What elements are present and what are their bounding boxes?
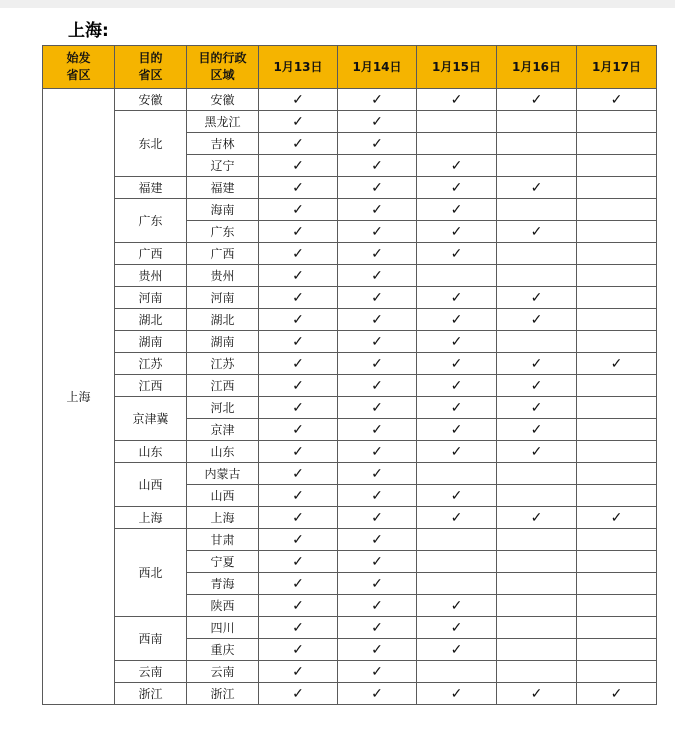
check-mark-icon: ✓ [497, 507, 577, 529]
check-mark-icon: ✓ [338, 221, 417, 243]
table-row [43, 353, 657, 375]
check-mark-icon: ✓ [417, 397, 497, 419]
empty-cell [417, 463, 497, 485]
check-mark-icon: ✓ [417, 485, 497, 507]
empty-cell [577, 617, 657, 639]
check-mark-icon: ✓ [259, 265, 338, 287]
check-mark-icon: ✓ [338, 199, 417, 221]
check-mark-icon: ✓ [259, 353, 338, 375]
dest-province-cell: 湖北 [115, 309, 187, 331]
empty-cell [497, 595, 577, 617]
check-mark-icon: ✓ [417, 287, 497, 309]
check-mark-icon: ✓ [259, 595, 338, 617]
check-mark-icon: ✓ [417, 375, 497, 397]
dest-province-cell: 浙江 [115, 683, 187, 705]
table-row [43, 397, 657, 419]
dest-region-cell: 重庆 [187, 639, 259, 661]
empty-cell [497, 265, 577, 287]
check-mark-icon: ✓ [417, 419, 497, 441]
header-date: 1月13日 [259, 46, 338, 89]
header-dest-province: 目的 省区 [115, 46, 187, 89]
dest-province-cell: 西北 [115, 529, 187, 617]
header-origin: 始发 省区 [43, 46, 115, 89]
delivery-schedule-table [42, 45, 657, 705]
empty-cell [497, 463, 577, 485]
check-mark-icon: ✓ [338, 375, 417, 397]
table-row [43, 661, 657, 683]
check-mark-icon: ✓ [338, 485, 417, 507]
check-mark-icon: ✓ [259, 397, 338, 419]
check-mark-icon: ✓ [338, 529, 417, 551]
check-mark-icon: ✓ [497, 419, 577, 441]
dest-region-cell: 四川 [187, 617, 259, 639]
header-date: 1月17日 [577, 46, 657, 89]
check-mark-icon: ✓ [417, 507, 497, 529]
empty-cell [497, 617, 577, 639]
check-mark-icon: ✓ [497, 177, 577, 199]
check-mark-icon: ✓ [338, 331, 417, 353]
check-mark-icon: ✓ [338, 617, 417, 639]
dest-province-cell: 安徽 [115, 89, 187, 111]
empty-cell [577, 155, 657, 177]
empty-cell [577, 485, 657, 507]
dest-province-cell: 上海 [115, 507, 187, 529]
empty-cell [497, 243, 577, 265]
dest-province-cell: 云南 [115, 661, 187, 683]
check-mark-icon: ✓ [259, 661, 338, 683]
check-mark-icon: ✓ [338, 507, 417, 529]
table-row [43, 331, 657, 353]
check-mark-icon: ✓ [338, 155, 417, 177]
dest-region-cell: 京津 [187, 419, 259, 441]
check-mark-icon: ✓ [259, 529, 338, 551]
check-mark-icon: ✓ [259, 507, 338, 529]
dest-province-cell: 福建 [115, 177, 187, 199]
dest-region-cell: 江苏 [187, 353, 259, 375]
empty-cell [497, 331, 577, 353]
table-header [43, 46, 657, 89]
empty-cell [577, 309, 657, 331]
empty-cell [417, 529, 497, 551]
check-mark-icon: ✓ [577, 89, 657, 111]
empty-cell [497, 155, 577, 177]
empty-cell [577, 419, 657, 441]
page-title: 上海: [68, 21, 109, 41]
table-row [43, 463, 657, 485]
empty-cell [577, 639, 657, 661]
table-row [43, 529, 657, 551]
table-row [43, 617, 657, 639]
dest-province-cell: 东北 [115, 111, 187, 177]
table-row [43, 375, 657, 397]
empty-cell [497, 133, 577, 155]
dest-province-cell: 西南 [115, 617, 187, 661]
check-mark-icon: ✓ [497, 89, 577, 111]
check-mark-icon: ✓ [259, 463, 338, 485]
empty-cell [497, 485, 577, 507]
dest-region-cell: 甘肃 [187, 529, 259, 551]
check-mark-icon: ✓ [259, 177, 338, 199]
dest-region-cell: 辽宁 [187, 155, 259, 177]
check-mark-icon: ✓ [338, 683, 417, 705]
check-mark-icon: ✓ [497, 309, 577, 331]
check-mark-icon: ✓ [259, 441, 338, 463]
empty-cell [577, 397, 657, 419]
dest-region-cell: 海南 [187, 199, 259, 221]
dest-region-cell: 内蒙古 [187, 463, 259, 485]
check-mark-icon: ✓ [259, 683, 338, 705]
empty-cell [577, 111, 657, 133]
dest-region-cell: 广西 [187, 243, 259, 265]
check-mark-icon: ✓ [259, 309, 338, 331]
empty-cell [577, 243, 657, 265]
empty-cell [577, 265, 657, 287]
check-mark-icon: ✓ [338, 89, 417, 111]
dest-region-cell: 黑龙江 [187, 111, 259, 133]
header-row [43, 46, 657, 89]
table-row [43, 265, 657, 287]
check-mark-icon: ✓ [259, 331, 338, 353]
check-mark-icon: ✓ [338, 111, 417, 133]
empty-cell [577, 529, 657, 551]
table-row [43, 309, 657, 331]
table-row [43, 89, 657, 111]
empty-cell [497, 639, 577, 661]
dest-region-cell: 吉林 [187, 133, 259, 155]
check-mark-icon: ✓ [417, 683, 497, 705]
check-mark-icon: ✓ [338, 573, 417, 595]
dest-region-cell: 安徽 [187, 89, 259, 111]
check-mark-icon: ✓ [497, 683, 577, 705]
check-mark-icon: ✓ [259, 485, 338, 507]
empty-cell [497, 573, 577, 595]
table-row [43, 507, 657, 529]
dest-region-cell: 宁夏 [187, 551, 259, 573]
dest-province-cell: 京津冀 [115, 397, 187, 441]
check-mark-icon: ✓ [497, 221, 577, 243]
empty-cell [577, 661, 657, 683]
check-mark-icon: ✓ [417, 353, 497, 375]
empty-cell [577, 573, 657, 595]
empty-cell [577, 221, 657, 243]
empty-cell [417, 661, 497, 683]
empty-cell [417, 551, 497, 573]
check-mark-icon: ✓ [338, 397, 417, 419]
dest-province-cell: 河南 [115, 287, 187, 309]
empty-cell [577, 287, 657, 309]
check-mark-icon: ✓ [577, 353, 657, 375]
check-mark-icon: ✓ [259, 111, 338, 133]
dest-region-cell: 青海 [187, 573, 259, 595]
table-row [43, 441, 657, 463]
dest-region-cell: 广东 [187, 221, 259, 243]
check-mark-icon: ✓ [417, 331, 497, 353]
check-mark-icon: ✓ [259, 639, 338, 661]
check-mark-icon: ✓ [497, 441, 577, 463]
check-mark-icon: ✓ [417, 199, 497, 221]
dest-region-cell: 山东 [187, 441, 259, 463]
header-date: 1月14日 [338, 46, 417, 89]
table-row [43, 199, 657, 221]
dest-region-cell: 河北 [187, 397, 259, 419]
check-mark-icon: ✓ [338, 309, 417, 331]
check-mark-icon: ✓ [338, 133, 417, 155]
empty-cell [577, 551, 657, 573]
check-mark-icon: ✓ [259, 133, 338, 155]
check-mark-icon: ✓ [417, 595, 497, 617]
check-mark-icon: ✓ [259, 573, 338, 595]
empty-cell [497, 661, 577, 683]
check-mark-icon: ✓ [259, 199, 338, 221]
empty-cell [577, 199, 657, 221]
check-mark-icon: ✓ [417, 221, 497, 243]
dest-province-cell: 广西 [115, 243, 187, 265]
dest-province-cell: 湖南 [115, 331, 187, 353]
dest-province-cell: 广东 [115, 199, 187, 243]
check-mark-icon: ✓ [259, 375, 338, 397]
empty-cell [577, 595, 657, 617]
empty-cell [497, 111, 577, 133]
dest-region-cell: 湖北 [187, 309, 259, 331]
check-mark-icon: ✓ [338, 243, 417, 265]
empty-cell [417, 265, 497, 287]
table-body [43, 89, 657, 705]
check-mark-icon: ✓ [577, 683, 657, 705]
empty-cell [497, 551, 577, 573]
empty-cell [577, 177, 657, 199]
empty-cell [577, 331, 657, 353]
check-mark-icon: ✓ [417, 309, 497, 331]
check-mark-icon: ✓ [259, 243, 338, 265]
check-mark-icon: ✓ [338, 441, 417, 463]
check-mark-icon: ✓ [497, 397, 577, 419]
dest-region-cell: 上海 [187, 507, 259, 529]
check-mark-icon: ✓ [259, 89, 338, 111]
dest-province-cell: 山西 [115, 463, 187, 507]
empty-cell [417, 133, 497, 155]
check-mark-icon: ✓ [417, 617, 497, 639]
check-mark-icon: ✓ [338, 177, 417, 199]
dest-province-cell: 江西 [115, 375, 187, 397]
dest-region-cell: 江西 [187, 375, 259, 397]
check-mark-icon: ✓ [417, 639, 497, 661]
check-mark-icon: ✓ [497, 375, 577, 397]
empty-cell [577, 463, 657, 485]
check-mark-icon: ✓ [417, 243, 497, 265]
table-row [43, 683, 657, 705]
check-mark-icon: ✓ [338, 639, 417, 661]
table-row [43, 243, 657, 265]
check-mark-icon: ✓ [497, 353, 577, 375]
check-mark-icon: ✓ [259, 155, 338, 177]
check-mark-icon: ✓ [417, 89, 497, 111]
check-mark-icon: ✓ [338, 287, 417, 309]
check-mark-icon: ✓ [338, 265, 417, 287]
check-mark-icon: ✓ [338, 661, 417, 683]
dest-region-cell: 陕西 [187, 595, 259, 617]
check-mark-icon: ✓ [497, 287, 577, 309]
header-date: 1月15日 [417, 46, 497, 89]
dest-region-cell: 山西 [187, 485, 259, 507]
check-mark-icon: ✓ [338, 419, 417, 441]
check-mark-icon: ✓ [417, 177, 497, 199]
origin-cell: 上海 [43, 89, 115, 705]
check-mark-icon: ✓ [259, 419, 338, 441]
check-mark-icon: ✓ [338, 463, 417, 485]
dest-province-cell: 贵州 [115, 265, 187, 287]
dest-province-cell: 山东 [115, 441, 187, 463]
table-row [43, 111, 657, 133]
empty-cell [577, 441, 657, 463]
check-mark-icon: ✓ [577, 507, 657, 529]
header-date: 1月16日 [497, 46, 577, 89]
dest-region-cell: 河南 [187, 287, 259, 309]
dest-region-cell: 湖南 [187, 331, 259, 353]
check-mark-icon: ✓ [259, 617, 338, 639]
table-row [43, 287, 657, 309]
check-mark-icon: ✓ [338, 595, 417, 617]
check-mark-icon: ✓ [417, 155, 497, 177]
top-band [0, 0, 675, 8]
empty-cell [577, 133, 657, 155]
check-mark-icon: ✓ [259, 551, 338, 573]
empty-cell [417, 573, 497, 595]
empty-cell [417, 111, 497, 133]
check-mark-icon: ✓ [338, 551, 417, 573]
empty-cell [577, 375, 657, 397]
check-mark-icon: ✓ [417, 441, 497, 463]
dest-region-cell: 云南 [187, 661, 259, 683]
dest-province-cell: 江苏 [115, 353, 187, 375]
dest-region-cell: 福建 [187, 177, 259, 199]
dest-region-cell: 浙江 [187, 683, 259, 705]
table-row [43, 177, 657, 199]
dest-region-cell: 贵州 [187, 265, 259, 287]
check-mark-icon: ✓ [338, 353, 417, 375]
empty-cell [497, 199, 577, 221]
empty-cell [497, 529, 577, 551]
header-dest-region: 目的行政 区域 [187, 46, 259, 89]
check-mark-icon: ✓ [259, 287, 338, 309]
check-mark-icon: ✓ [259, 221, 338, 243]
